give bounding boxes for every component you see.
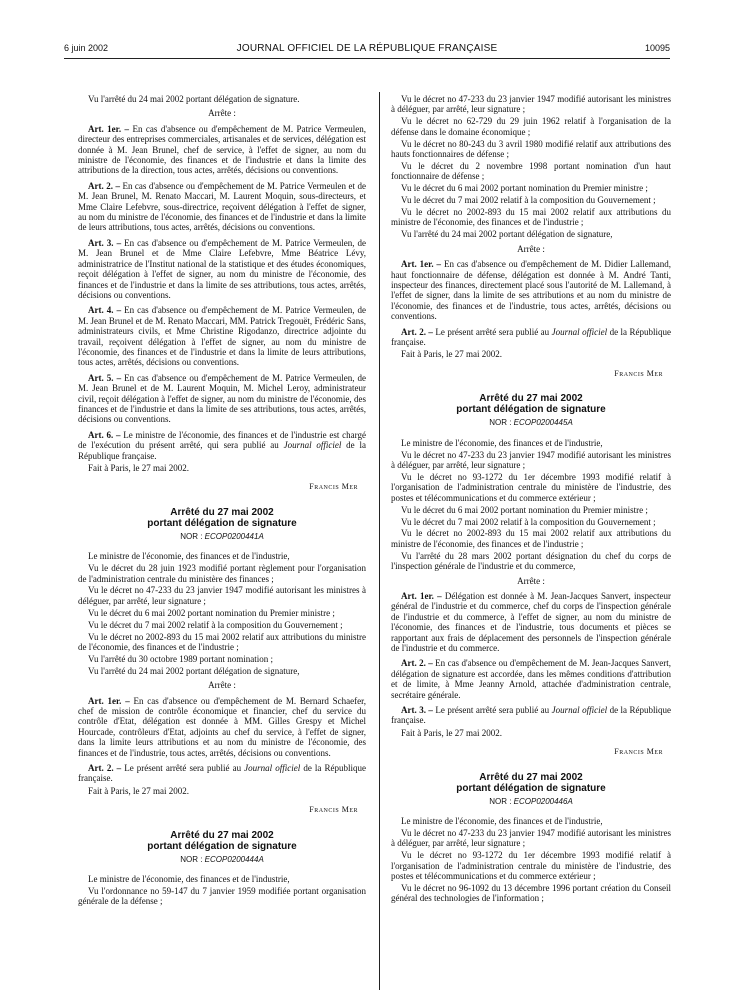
visa: Vu le décret no 2002-893 du 15 mai 2002 relatif aux attributions du ministre de l'économie, des finances et de l'industrie ;: [391, 528, 671, 549]
visa: Vu le décret no 93-1272 du 1er décembre 1993 modifié relatif à l'organisation de l'administration centrale du ministère de l'industrie, des postes et télécommunications et du commerce extérieur ;: [391, 471, 671, 503]
visa: Vu le décret no 47-233 du 23 janvier 1947 modifié autorisant les ministres à déléguer, par arrêté, leur signature ;: [391, 449, 671, 470]
decree-title: Arrêté du 27 mai 2002 portant délégation de signature: [456, 393, 606, 416]
visa: Vu le décret no 93-1272 du 1er décembre 1993 modifié relatif à l'organisation de l'administration centrale du ministère de l'industrie, des postes et télécommunications et du commerce extérieur ;: [391, 850, 671, 882]
visa: Vu l'arrêté du 30 octobre 1989 portant nomination ;: [88, 653, 274, 664]
right-column: [391, 94, 671, 905]
visa: Vu l'arrêté du 24 mai 2002 portant délégation de signature.: [88, 94, 300, 104]
nor-reference: NOR : ECOP0200444A: [180, 854, 264, 864]
signature: Francis Mer: [309, 482, 358, 492]
journal-title: JOURNAL OFFICIEL DE LA RÉPUBLIQUE FRANÇAISE: [236, 43, 498, 54]
fait-a-paris: Fait à Paris, le 27 mai 2002.: [88, 463, 189, 473]
visa: Vu le décret no 2002-893 du 15 mai 2002 relatif aux attributions du ministre de l'économie, des finances et de l'industrie ;: [391, 207, 671, 228]
signature: Francis Mer: [614, 368, 663, 378]
article: Art. 6. – Le ministre de l'économie, des finances et de l'industrie est chargé de l'exécution du présent arrêté, qui sera publié au Journal officiel de la République française.: [78, 429, 366, 461]
nor-reference: NOR : ECOP0200445A: [489, 418, 573, 428]
visa: Vu le décret no 2002-893 du 15 mai 2002 relatif aux attributions du ministre de l'économie, des finances et de l'industrie ;: [78, 631, 366, 652]
article: Art. 1er. – En cas d'absence ou d'empêchement de M. Bernard Schaefer, chef de mission de contrôle économique et financier, chef du service du contrôle d'Etat, délégation est donnée à MM. Gilles Grespy et Michel Hourcade, contrôleurs d'Etat, adjoints au chef du service, à l'effet de signer, dans la limite leurs attributions et au nom du ministre de l'économie, des finances et de l'industrie, tous actes, arrêtés, décisions ou conventions.: [78, 695, 367, 758]
visa: Vu l'arrêté du 24 mai 2002 portant délégation de signature,: [88, 665, 300, 676]
visa: Vu le décret no 47-233 du 23 janvier 1947 modifié autorisant les ministres à déléguer, par arrêté, leur signature ;: [78, 585, 366, 606]
visa: Vu le décret du 7 mai 2002 relatif à la composition du Gouvernement ;: [401, 195, 656, 206]
arrete-heading: Arrête :: [517, 243, 545, 254]
visa: Vu l'ordonnance no 59-147 du 7 janvier 1959 modifiée portant organisation générale de la défense ;: [78, 885, 366, 907]
header-rule: [64, 58, 670, 59]
fait-a-paris: Fait à Paris, le 27 mai 2002.: [401, 349, 502, 360]
visa: Vu le décret du 7 mai 2002 relatif à la composition du Gouvernement ;: [401, 516, 656, 527]
visa: Vu le décret no 62-729 du 29 juin 1962 relatif à l'organisation de la défense dans le domaine économique ;: [391, 116, 671, 137]
article: Art. 3. – Le présent arrêté sera publié au Journal officiel de la République française.: [391, 705, 672, 726]
article: Art. 1er. – En cas d'absence ou d'empêchement de M. Didier Lallemand, haut fonctionnaire de défense, délégation est donnée à M. André Tanti, inspecteur des finances, directement placé sous l'autorité de M. Lallemand, à l'effet de signer, dans la limite de ses attributions et au nom du ministre de l'économie, des finances et de l'industrie, tous actes, arrêtés, décisions ou conventions.: [391, 259, 671, 322]
nor-reference: NOR : ECOP0200441A: [180, 531, 264, 541]
article: Art. 1er. – Délégation est donnée à M. Jean-Jacques Sanvert, inspecteur général de l'industrie et du commerce, chef du corps de l'inspection générale de l'industrie et du commerce, à l'effet de signer, au nom du ministre de l'économie, des finances et de l'industrie, tous documents et pièces se rapportant aux frais de déplacement des personnels de l'inspection générale de l'industrie et du commerce.: [391, 590, 671, 653]
arrete-heading: Arrête :: [208, 680, 236, 691]
decree-title: Arrêté du 27 mai 2002 portant délégation de signature: [456, 771, 606, 794]
signature: Francis Mer: [614, 747, 663, 757]
visa: Vu le décret du 2 novembre 1998 portant nomination d'un haut fonctionnaire de défense ;: [391, 160, 671, 182]
signature: Francis Mer: [309, 805, 358, 815]
visa: Vu le décret du 7 mai 2002 relatif à la composition du Gouvernement ;: [88, 619, 343, 630]
page-number: 10095: [644, 43, 670, 53]
visa: Vu le décret no 47-233 du 23 janvier 1947 modifié autorisant les ministres à déléguer, par arrêté, leur signature ;: [391, 827, 671, 849]
visa: Vu le décret du 6 mai 2002 portant nomination du Premier ministre ;: [88, 607, 335, 618]
visa: Vu le décret no 80-243 du 3 avril 1980 modifié relatif aux attributions des hauts fonctionnaires de défense ;: [391, 138, 671, 160]
fait-a-paris: Fait à Paris, le 27 mai 2002.: [401, 727, 502, 738]
visa: Le ministre de l'économie, des finances et de l'industrie,: [401, 437, 603, 448]
visa: Le ministre de l'économie, des finances et de l'industrie,: [401, 816, 603, 827]
visa: Vu le décret du 28 juin 1923 modifié portant règlement pour l'organisation de l'administration centrale du ministère des finances ;: [78, 563, 366, 584]
visa: Le ministre de l'économie, des finances et de l'industrie,: [88, 551, 290, 562]
decree-title: Arrêté du 27 mai 2002 portant délégation de signature: [147, 506, 297, 529]
visa: Vu l'arrêté du 28 mars 2002 portant désignation du chef du corps de l'inspection générale de l'industrie et du commerce,: [391, 550, 671, 572]
article: Art. 2. – En cas d'absence ou d'empêchement de M. Jean-Jacques Sanvert, délégation de signature est accordée, dans les mêmes conditions d'attribution et de limite, à Mme Jeanny Arnold, attachée d'administration centrale, secrétaire générale.: [391, 658, 671, 700]
header-date: 6 juin 2002: [64, 43, 109, 53]
column-divider: [379, 92, 380, 990]
article: Art. 5. – En cas d'absence ou d'empêchement de M. Patrice Vermeulen, de M. Jean Brunel et de M. Laurent Moquin, M. Michel Leroy, administrateur civil, reçoit délégation à l'effet de signer, au nom du ministre de l'économie, des finances et de l'industrie et dans la limite de ses attributions, tous actes, arrêtés, décisions ou conventions.: [78, 372, 366, 425]
visa: Vu le décret no 47-233 du 23 janvier 1947 modifié autorisant les ministres à déléguer, par arrêté, leur signature ;: [391, 94, 671, 115]
visa: Vu le décret du 6 mai 2002 portant nomination du Premier ministre ;: [401, 504, 648, 515]
decree-title: Arrêté du 27 mai 2002 portant délégation de signature: [147, 829, 297, 852]
article: Art. 2. – Le présent arrêté sera publié au Journal officiel de la République française.: [391, 326, 672, 348]
visa: Vu le décret no 96-1092 du 13 décembre 1996 portant création du Conseil général des technologies de l'information ;: [391, 882, 671, 904]
visa: Vu le décret du 6 mai 2002 portant nomination du Premier ministre ;: [401, 183, 648, 194]
fait-a-paris: Fait à Paris, le 27 mai 2002.: [88, 785, 189, 796]
article: Art. 2. – En cas d'absence ou d'empêchement de M. Patrice Vermeulen et de M. Jean Brunel, M. Renato Maccari, M. Laurent Moquin, sous-directeurs, et Mme Claire Lefebvre, sous-directrice, reçoivent délégation à l'effet de signer, au nom du ministre de l'économie, des finances et de l'industrie et dans la limite de leurs attributions, tous actes, arrêtés, décisions ou conventions.: [78, 180, 367, 233]
arrete-heading: Arrête :: [517, 575, 545, 586]
article: Art. 1er. – En cas d'absence ou d'empêchement de M. Patrice Vermeulen, directeur des entreprises commerciales, artisanales et de services, délégation est donnée à M. Jean Brunel, chef de service, à l'effet de signer, au nom du ministre de l'économie, des finances et de l'industrie et dans la limite des attributions de la direction, tous actes, arrêtés, décisions ou conventions.: [78, 123, 367, 176]
article: Art. 3. – En cas d'absence ou d'empêchement de M. Patrice Vermeulen, de M. Jean Brunel et de Mme Claire Lefebvre, Mme Béatrice Lévy, administratrice de l'Institut national de la statistique et des études économiques, reçoit délégation à l'effet de signer, au nom du ministre de l'économie, des finances et de l'industrie et dans la limite de ses attributions, tous actes, arrêtés, décisions ou conventions.: [78, 237, 366, 300]
arrete-heading: Arrête :: [208, 108, 236, 119]
visa: Vu l'arrêté du 24 mai 2002 portant délégation de signature,: [401, 229, 613, 240]
article: Art. 4. – En cas d'absence ou d'empêchement de M. Patrice Vermeulen, de M. Jean Brunel et de M. Renato Maccari, MM. Patrick Tregouët, Frédéric Sans, administrateurs civils, et Mme Christine Rigodanzo, directrice adjointe du travail, reçoivent délégation à l'effet de signer, au nom du ministre de l'économie, des finances et de l'industrie et dans la limite de leurs attributions, tous actes, arrêtés, décisions ou conventions.: [78, 305, 366, 368]
nor-reference: NOR : ECOP0200446A: [489, 796, 573, 806]
article: Art. 2. – Le présent arrêté sera publié au Journal officiel de la République française.: [78, 763, 366, 784]
page-header: [64, 43, 670, 57]
left-column: [78, 94, 366, 908]
visa: Le ministre de l'économie, des finances et de l'industrie,: [88, 874, 290, 885]
